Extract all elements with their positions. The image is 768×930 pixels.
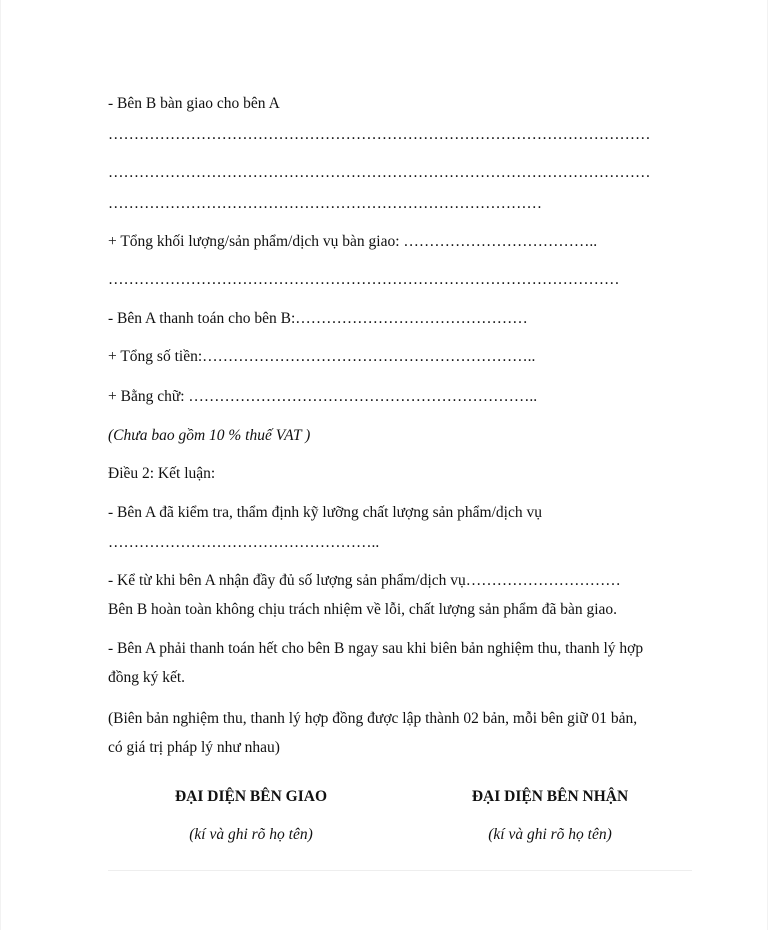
total-quantity-line: + Tổng khối lượng/sản phẩm/dịch vụ bàn giao: ………………………………..	[108, 233, 598, 250]
article-2-heading: Điều 2: Kết luận:	[108, 465, 216, 482]
vat-note: (Chưa bao gồm 10 % thuế VAT )	[108, 427, 311, 444]
payment-line: - Bên A thanh toán cho bên B:………………………………………	[108, 310, 528, 327]
copies-note-cont: có giá trị pháp lý như nhau)	[108, 739, 280, 756]
conclusion-paragraph-2: - Kể từ khi bên A nhận đầy đủ số lượng sản phẩm/dịch vụ…………………………	[108, 572, 621, 589]
amount-in-words-line: + Bằng chữ: …………………………………………………………..	[108, 388, 538, 405]
dotted-line: ……………………………………………..	[108, 534, 380, 551]
dotted-line: ……………………………………………………………………………………………	[108, 126, 651, 143]
giver-sign-note: (kí và ghi rõ họ tên)	[189, 826, 313, 843]
conclusion-paragraph-2-cont: Bên B hoàn toàn không chịu trách nhiệm về lỗi, chất lượng sản phẩm đã bàn giao.	[108, 601, 618, 618]
handover-heading: - Bên B bàn giao cho bên A	[108, 95, 280, 112]
dotted-line: …………………………………………………………………………	[108, 195, 542, 212]
conclusion-paragraph-3: - Bên A phải thanh toán hết cho bên B ngay sau khi biên bản nghiệm thu, thanh lý hợp	[108, 640, 644, 657]
copies-note: (Biên bản nghiệm thu, thanh lý hợp đồng được lập thành 02 bản, mỗi bên giữ 01 bản,	[108, 710, 638, 727]
receiver-representative-title: ĐẠI DIỆN BÊN NHẬN	[471, 788, 629, 805]
signature-block-giver	[121, 787, 381, 845]
total-amount-line: + Tổng số tiền:………………………………………………………..	[108, 348, 536, 365]
dotted-line: ……………………………………………………………………………………………	[108, 164, 651, 181]
bottom-divider	[108, 870, 692, 871]
conclusion-paragraph-1: - Bên A đã kiểm tra, thẩm định kỹ lưỡng chất lượng sản phẩm/dịch vụ	[108, 504, 542, 521]
dotted-line: ………………………………………………………………………………………	[108, 271, 620, 288]
receiver-sign-note: (kí và ghi rõ họ tên)	[488, 826, 612, 843]
giver-representative-title: ĐẠI DIỆN BÊN GIAO	[174, 788, 327, 805]
page-left-edge	[0, 0, 1, 930]
signature-block-receiver	[420, 787, 680, 845]
conclusion-paragraph-3-cont: đồng ký kết.	[108, 669, 186, 686]
